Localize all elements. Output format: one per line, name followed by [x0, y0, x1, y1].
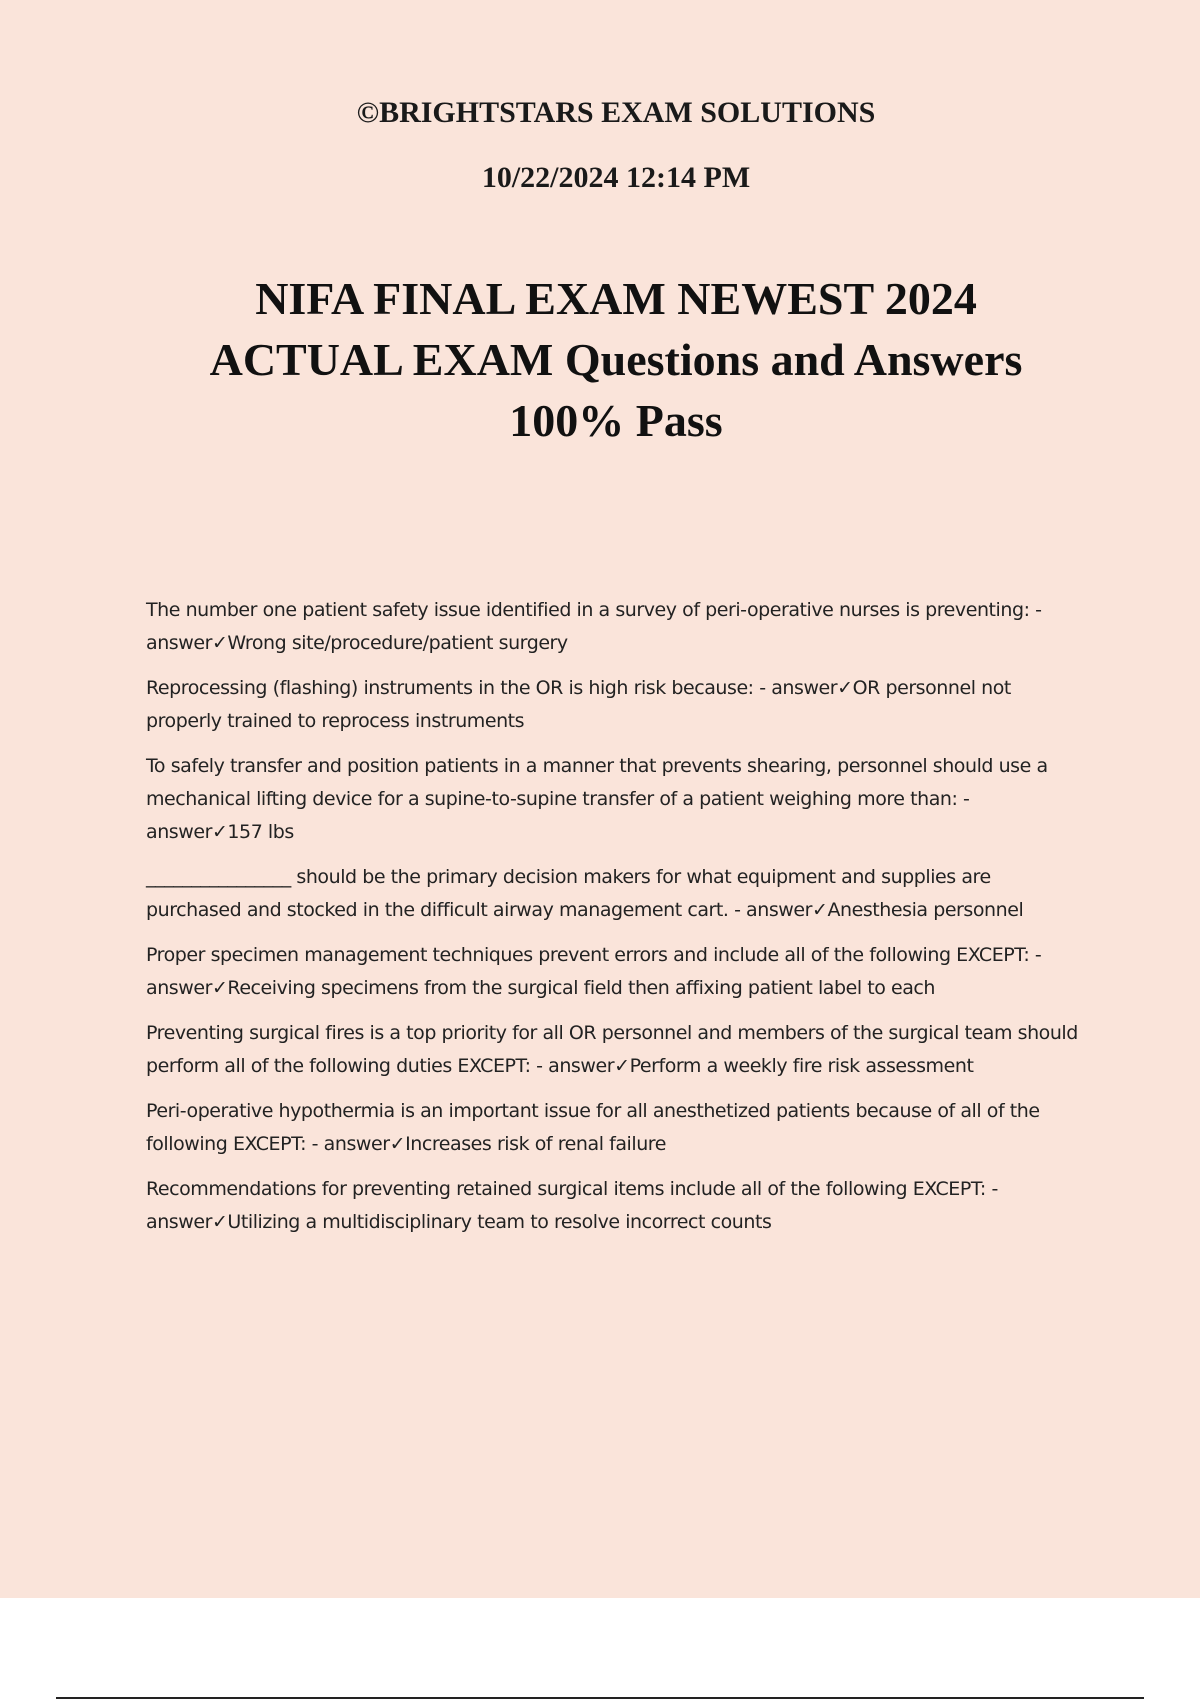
question-text: ________________ should be the primary decision makers for what equipment and supplies are purchased and stocked in the difficult airway management cart. - answer [146, 866, 991, 921]
document-datetime: 10/22/2024 12:14 PM [481, 161, 751, 194]
checkmark-icon: ✓ [614, 1055, 630, 1077]
answer-text: 157 lbs [227, 821, 294, 843]
question-text: Recommendations for preventing retained surgical items include all of the following EXCEPT: - answer [146, 1178, 998, 1233]
qa-list [146, 594, 1086, 1251]
qa-item [146, 861, 1086, 927]
qa-item [146, 1173, 1086, 1239]
qa-item [146, 594, 1086, 660]
question-text: The number one patient safety issue identified in a survey of peri-operative nurses is preventing: - answer [146, 599, 1042, 654]
question-text: Proper specimen management techniques prevent errors and include all of the following EXCEPT: - answer [146, 944, 1042, 999]
answer-text: Utilizing a multidisciplinary team to resolve incorrect counts [227, 1211, 772, 1233]
qa-item [146, 939, 1086, 1005]
answer-text: Perform a weekly fire risk assessment [629, 1055, 974, 1077]
title-line: 100% Pass [509, 395, 723, 446]
checkmark-icon: ✓ [837, 677, 853, 699]
question-text: Preventing surgical fires is a top priority for all OR personnel and members of the surgical team should perform all of the following duties EXCEPT: - answer [146, 1022, 1078, 1077]
qa-item [146, 1095, 1086, 1161]
checkmark-icon: ✓ [389, 1133, 406, 1155]
answer-text: OR personnel not properly trained to reprocess instruments [146, 677, 1011, 732]
answer-text: Anesthesia personnel [827, 899, 1024, 921]
checkmark-icon: ✓ [211, 977, 228, 999]
answer-text: Increases risk of renal failure [405, 1133, 666, 1155]
question-text: To safely transfer and position patients in a manner that prevents shearing, personnel should use a mechanical lifting device for a supine-to-supine transfer of a patient weighing more than: - answer [146, 755, 1048, 843]
document-title [0, 268, 1200, 451]
footer-rule [56, 1697, 1144, 1699]
answer-text: Wrong site/procedure/patient surgery [227, 632, 568, 654]
checkmark-icon: ✓ [211, 821, 228, 843]
title-line: NIFA FINAL EXAM NEWEST 2024 [255, 273, 977, 324]
question-text: Reprocessing (flashing) instruments in the OR is high risk because: - answer [146, 677, 838, 699]
answer-text: Receiving specimens from the surgical field then affixing patient label to each [227, 977, 936, 999]
title-line: ACTUAL EXAM Questions and Answers [209, 334, 1023, 385]
brand-header: ©BRIGHTSTARS EXAM SOLUTIONS [356, 96, 876, 129]
question-text: Peri-operative hypothermia is an important issue for all anesthetized patients because of all of the following EXCEPT: - answer [146, 1100, 1040, 1155]
qa-item [146, 672, 1086, 738]
checkmark-icon: ✓ [211, 1211, 228, 1233]
checkmark-icon: ✓ [211, 632, 228, 654]
qa-item [146, 1017, 1086, 1083]
checkmark-icon: ✓ [812, 899, 828, 921]
qa-item [146, 750, 1086, 849]
